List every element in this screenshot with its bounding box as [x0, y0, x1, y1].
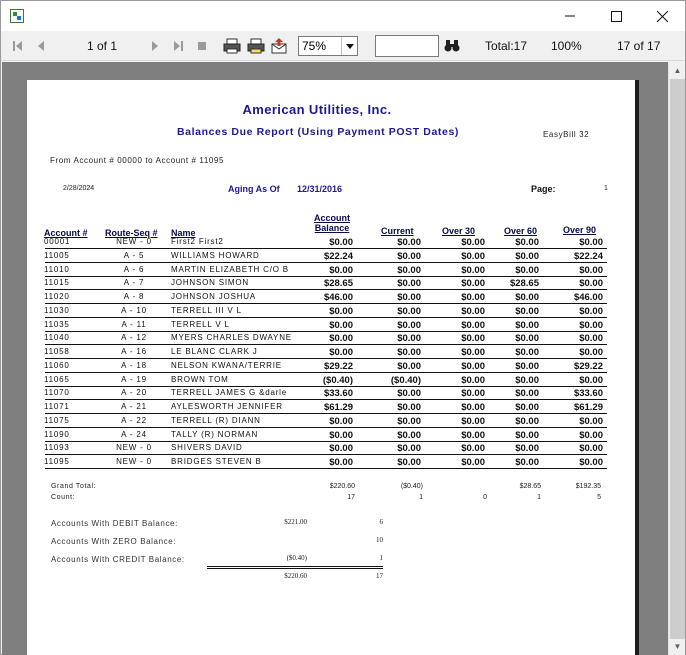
- summary-credit-count: 1: [379, 554, 383, 562]
- scroll-up-icon[interactable]: ▲: [673, 66, 682, 75]
- row-over60: $0.00: [515, 264, 539, 276]
- printer-icon: [223, 38, 241, 54]
- summary-total-count: 17: [376, 572, 383, 580]
- row-over90: $0.00: [579, 347, 603, 358]
- vertical-scrollbar[interactable]: [668, 62, 685, 655]
- title-bar: [1, 1, 685, 31]
- row-over60: $0.00: [515, 237, 539, 248]
- summary-credit-label: Accounts With CREDIT Balance:: [51, 555, 185, 564]
- row-over30: $0.00: [461, 347, 485, 358]
- row-current: $0.00: [397, 402, 421, 413]
- row-current: $0.00: [397, 388, 421, 400]
- row-divider: [45, 262, 607, 263]
- previous-page-button[interactable]: [37, 31, 45, 61]
- row-divider: [45, 386, 607, 387]
- row-over90: $46.00: [573, 292, 603, 303]
- print-button[interactable]: [223, 31, 241, 61]
- next-page-button[interactable]: [151, 31, 159, 61]
- row-over90: $0.00: [579, 415, 603, 427]
- row-current: $0.00: [397, 457, 421, 468]
- row-over60: $0.00: [515, 292, 539, 303]
- row-current: $0.00: [397, 264, 421, 276]
- row-over60: $0.00: [515, 402, 539, 413]
- row-over60: $0.00: [515, 443, 539, 455]
- maximize-icon: [611, 11, 622, 22]
- row-balance: $61.29: [323, 402, 353, 413]
- first-page-icon: [13, 40, 23, 52]
- row-divider: [45, 427, 607, 428]
- summary-debit-amount: $221.00: [284, 518, 307, 526]
- row-over90: $0.00: [579, 443, 603, 455]
- count-over30: 0: [483, 494, 487, 501]
- row-current: $0.00: [397, 305, 421, 317]
- row-over30: $0.00: [461, 250, 485, 262]
- row-route-seq: NEW - 0: [116, 443, 152, 453]
- row-name: LE BLANC CLARK J: [171, 347, 258, 356]
- row-divider: [45, 358, 607, 359]
- row-account-number: 11070: [44, 388, 70, 398]
- zoom-value: 75%: [302, 39, 327, 53]
- aging-date: 12/31/2016: [297, 184, 343, 194]
- row-over30: $0.00: [461, 443, 485, 455]
- col-over90: Over 90: [563, 225, 597, 235]
- row-account-number: 11020: [44, 292, 70, 301]
- row-over90: $0.00: [579, 237, 603, 248]
- row-divider: [45, 372, 607, 373]
- row-route-seq: A - 11: [121, 319, 147, 329]
- row-current: $0.00: [397, 415, 421, 427]
- row-current: $0.00: [397, 360, 421, 372]
- row-account-number: 00001: [44, 237, 71, 246]
- row-over90: $0.00: [579, 429, 603, 441]
- print-date: 2/28/2024: [63, 185, 95, 192]
- row-over30: $0.00: [461, 415, 485, 427]
- row-over30: $0.00: [461, 292, 485, 303]
- percent-label: 100%: [551, 39, 582, 53]
- row-over60: $0.00: [515, 319, 539, 331]
- grand-total-balance: $220.60: [329, 483, 355, 490]
- row-account-number: 11030: [44, 305, 70, 315]
- row-account-number: 11065: [44, 374, 70, 384]
- row-name: JOHNSON SIMON: [171, 278, 249, 288]
- print-setup-button[interactable]: [247, 31, 265, 61]
- col-route: Route-Seq #: [105, 228, 158, 238]
- aging-label: Aging As Of: [228, 184, 280, 194]
- row-name: TALLY (R) NORMAN: [171, 429, 259, 439]
- row-over90: $0.00: [579, 457, 603, 468]
- product-name: EasyBill 32: [543, 130, 590, 139]
- row-current: $0.00: [397, 319, 421, 331]
- report-preview-area: [2, 62, 668, 655]
- row-account-number: 11071: [44, 402, 70, 411]
- row-account-number: 11090: [44, 429, 70, 439]
- row-name: TERRELL III V L: [171, 305, 242, 315]
- row-over30: $0.00: [461, 278, 485, 290]
- maximize-button[interactable]: [593, 1, 639, 31]
- row-route-seq: A - 18: [121, 360, 147, 370]
- row-over60: $0.00: [515, 333, 539, 345]
- count-label: Count:: [51, 494, 76, 501]
- close-button[interactable]: [639, 1, 685, 31]
- row-route-seq: A - 22: [121, 415, 147, 425]
- row-divider: [45, 454, 607, 455]
- row-account-number: 11075: [44, 415, 70, 425]
- row-over90: $0.00: [579, 305, 603, 317]
- row-name: WILLIAMS HOWARD: [171, 250, 260, 260]
- row-divider: [45, 468, 607, 469]
- record-indicator: 17 of 17: [617, 39, 661, 53]
- row-route-seq: A - 20: [121, 388, 147, 398]
- col-over30: Over 30: [442, 226, 476, 236]
- row-current: $0.00: [397, 237, 421, 248]
- row-divider: [45, 441, 607, 442]
- row-route-seq: A - 6: [123, 264, 145, 274]
- search-input[interactable]: [375, 35, 439, 57]
- row-account-number: 11035: [44, 319, 70, 329]
- row-over30: $0.00: [461, 429, 485, 441]
- minimize-icon: [565, 11, 575, 21]
- toolbar: [1, 31, 685, 61]
- count-over60: 1: [537, 494, 541, 501]
- grand-total-current: ($0.40): [400, 483, 423, 490]
- page-indicator: 1 of 1: [87, 39, 118, 53]
- grand-total-over90: $192.35: [575, 483, 601, 490]
- grand-total-over60: $28.65: [519, 483, 541, 490]
- row-route-seq: A - 10: [121, 305, 147, 315]
- summary-rule-2: [207, 568, 383, 569]
- row-route-seq: A - 8: [123, 292, 145, 301]
- row-balance: $0.00: [329, 319, 353, 331]
- row-account-number: 11060: [44, 360, 70, 370]
- row-over60: $0.00: [515, 305, 539, 317]
- row-over90: $0.00: [579, 319, 603, 331]
- row-route-seq: A - 7: [123, 278, 145, 288]
- row-name: BROWN TOM: [171, 374, 229, 384]
- row-account-number: 11093: [44, 443, 70, 453]
- row-over90: $33.60: [573, 388, 603, 400]
- row-balance: $0.00: [329, 347, 353, 358]
- row-over30: $0.00: [461, 388, 485, 400]
- row-current: $0.00: [397, 278, 421, 290]
- scrollbar-thumb[interactable]: [670, 79, 685, 639]
- row-divider: [45, 399, 607, 400]
- row-over90: $0.00: [579, 278, 603, 290]
- next-page-icon: [151, 40, 159, 52]
- row-over60: $0.00: [515, 347, 539, 358]
- row-over60: $0.00: [515, 457, 539, 468]
- row-over30: $0.00: [461, 457, 485, 468]
- row-account-number: 11095: [44, 457, 70, 466]
- row-divider: [45, 331, 607, 332]
- row-over60: $0.00: [515, 388, 539, 400]
- row-name: TERRELL V L: [171, 319, 230, 329]
- row-balance: $0.00: [329, 457, 353, 468]
- row-over30: $0.00: [461, 333, 485, 345]
- row-name: NELSON KWANA/TERRIE: [171, 360, 282, 370]
- row-route-seq: A - 19: [121, 374, 147, 384]
- row-name: BRIDGES STEVEN B: [171, 457, 262, 466]
- row-balance: $0.00: [329, 443, 353, 455]
- row-balance: $29.22: [323, 360, 353, 372]
- row-name: TERRELL JAMES G &darle: [171, 388, 288, 398]
- summary-debit-label: Accounts With DEBIT Balance:: [51, 519, 178, 528]
- stop-icon: [197, 41, 207, 51]
- last-page-button[interactable]: [173, 31, 183, 61]
- row-over90: $0.00: [579, 264, 603, 276]
- row-current: $0.00: [397, 292, 421, 303]
- row-route-seq: A - 21: [121, 402, 147, 411]
- row-balance: ($0.40): [322, 374, 353, 386]
- col-current: Current: [381, 226, 414, 236]
- row-over90: $22.24: [573, 250, 603, 262]
- row-route-seq: A - 5: [123, 250, 145, 260]
- row-divider: [45, 248, 607, 249]
- row-name: First2 First2: [171, 237, 224, 246]
- row-divider: [45, 344, 607, 345]
- row-name: MYERS CHARLES DWAYNE: [171, 333, 292, 343]
- row-over60: $28.65: [509, 278, 539, 290]
- row-over30: $0.00: [461, 264, 485, 276]
- printer-setup-icon: [247, 38, 265, 54]
- summary-zero-count: 10: [376, 536, 383, 544]
- row-balance: $0.00: [329, 415, 353, 427]
- row-over90: $0.00: [579, 333, 603, 345]
- row-over30: $0.00: [461, 305, 485, 317]
- col-balance: [307, 213, 357, 233]
- report-title: Balances Due Report (Using Payment POST Dates): [177, 126, 459, 138]
- close-icon: [657, 11, 668, 22]
- row-current: ($0.40): [390, 374, 421, 386]
- summary-total-amount: $220.60: [284, 572, 307, 580]
- summary-rule-1: [207, 566, 383, 567]
- row-over90: $61.29: [573, 402, 603, 413]
- summary-zero-label: Accounts With ZERO Balance:: [51, 537, 177, 546]
- row-divider: [45, 276, 607, 277]
- row-name: SHIVERS DAVID: [171, 443, 243, 453]
- row-over60: $0.00: [515, 415, 539, 427]
- account-range: From Account # 00000 to Account # 11095: [50, 156, 225, 165]
- export-envelope-icon: [271, 38, 287, 54]
- row-balance: $46.00: [323, 292, 353, 303]
- row-over60: $0.00: [515, 250, 539, 262]
- first-page-button[interactable]: [13, 31, 23, 61]
- row-over30: $0.00: [461, 360, 485, 372]
- row-balance: $0.00: [329, 264, 353, 276]
- zoom-select[interactable]: [298, 36, 358, 56]
- row-name: AYLESWORTH JENNIFER: [171, 402, 283, 411]
- row-balance: $22.24: [323, 250, 353, 262]
- row-balance: $0.00: [329, 305, 353, 317]
- col-balance-line2: Balance: [314, 223, 350, 233]
- row-over60: $0.00: [515, 374, 539, 386]
- binoculars-icon: [444, 39, 460, 53]
- col-account: Account #: [44, 228, 88, 238]
- page-number: 1: [604, 185, 608, 192]
- row-current: $0.00: [397, 333, 421, 345]
- minimize-button[interactable]: [547, 1, 593, 31]
- row-route-seq: NEW - 0: [116, 457, 152, 466]
- chevron-down-icon[interactable]: [341, 37, 357, 55]
- row-balance: $0.00: [329, 237, 353, 248]
- stop-button[interactable]: [197, 31, 207, 61]
- row-current: $0.00: [397, 443, 421, 455]
- row-current: $0.00: [397, 250, 421, 262]
- row-route-seq: A - 24: [121, 429, 147, 439]
- page-label: Page:: [531, 184, 556, 194]
- row-current: $0.00: [397, 429, 421, 441]
- row-balance: $0.00: [329, 333, 353, 345]
- row-route-seq: A - 12: [121, 333, 147, 343]
- row-over30: $0.00: [461, 374, 485, 386]
- row-current: $0.00: [397, 347, 421, 358]
- col-balance-line1: Account: [314, 213, 350, 223]
- row-over90: $0.00: [579, 374, 603, 386]
- report-page: [27, 80, 639, 655]
- row-divider: [45, 413, 607, 414]
- row-account-number: 11010: [44, 264, 70, 274]
- row-name: MARTIN ELIZABETH C/O B: [171, 264, 289, 274]
- row-route-seq: NEW - 0: [116, 237, 152, 246]
- row-over30: $0.00: [461, 402, 485, 413]
- row-balance: $33.60: [323, 388, 353, 400]
- row-over60: $0.00: [515, 429, 539, 441]
- row-route-seq: A - 16: [121, 347, 147, 356]
- company-name: American Utilities, Inc.: [242, 102, 392, 117]
- row-account-number: 11058: [44, 347, 70, 356]
- row-over60: $0.00: [515, 360, 539, 372]
- row-balance: $28.65: [323, 278, 353, 290]
- row-divider: [45, 317, 607, 318]
- row-divider: [45, 303, 607, 304]
- count-balance: 17: [347, 494, 355, 501]
- col-name: Name: [171, 228, 196, 238]
- count-current: 1: [419, 494, 423, 501]
- previous-page-icon: [37, 40, 45, 52]
- row-over30: $0.00: [461, 319, 485, 331]
- row-balance: $0.00: [329, 429, 353, 441]
- summary-debit-count: 6: [379, 518, 383, 526]
- row-over30: $0.00: [461, 237, 485, 248]
- row-account-number: 11015: [44, 278, 70, 288]
- row-account-number: 11005: [44, 250, 70, 260]
- count-over90: 5: [597, 494, 601, 501]
- row-account-number: 11040: [44, 333, 70, 343]
- grand-total-label: Grand Total:: [51, 483, 97, 490]
- row-name: JOHNSON JOSHUA: [171, 292, 256, 301]
- row-name: TERRELL (R) DIANN: [171, 415, 261, 425]
- col-over60: Over 60: [504, 226, 538, 236]
- find-button[interactable]: [444, 31, 460, 61]
- row-divider: [45, 289, 607, 290]
- app-icon: [10, 9, 24, 23]
- total-label: Total:17: [485, 39, 528, 53]
- last-page-icon: [173, 40, 183, 52]
- export-button[interactable]: [271, 31, 287, 61]
- scroll-down-icon[interactable]: ▼: [673, 642, 682, 651]
- row-over90: $29.22: [573, 360, 603, 372]
- summary-credit-amount: ($0.40): [286, 554, 307, 562]
